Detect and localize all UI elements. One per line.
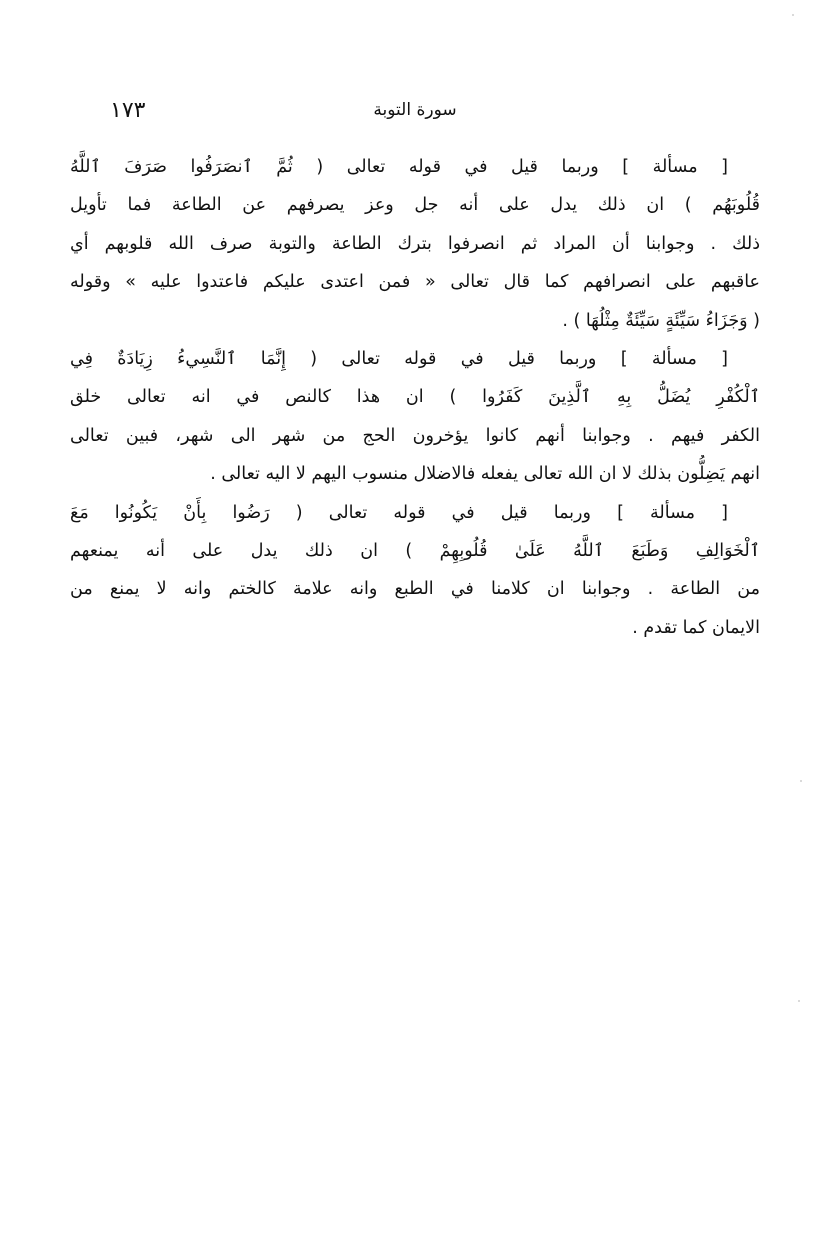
scan-speck — [792, 14, 794, 16]
text-line-1: [ مسألة ] وربما قيل في قوله تعالى ( ثُمَّ ٱنصَرَفُوا صَرَفَ ٱللَّهُ — [70, 157, 728, 177]
page-header — [70, 98, 760, 130]
text-line-7: ٱلْكُفْرِ يُضَلُّ بِهِ ٱلَّذِينَ كَفَرُوا ) ان هذا كالنص في انه تعالى خلق — [70, 387, 760, 408]
running-title: سورة التوبة — [373, 100, 457, 120]
text-line-13: الايمان كما تقدم . — [632, 617, 760, 638]
text-line-5: ( وَجَزَاءُ سَيِّئَةٍ سَيِّئَةٌ مِثْلُهَا ) . — [562, 310, 760, 331]
text-line-10: [ مسألة ] وربما قيل في قوله تعالى ( رَضُوا بِأَنْ يَكُونُوا مَعَ — [70, 502, 728, 523]
text-line-11: ٱلْخَوَالِفِ وَطَبَعَ ٱللَّهُ عَلَىٰ قُلُوبِهِمْ ) ان ذلك يدل على أنه يمنعهم — [70, 540, 760, 561]
scan-speck — [798, 1000, 800, 1002]
text-line-12: من الطاعة . وجوابنا ان كلامنا في الطبع وانه علامة كالختم وانه لا يمنع من — [70, 579, 760, 600]
text-line-6: [ مسألة ] وربما قيل في قوله تعالى ( إِنَّمَا ٱلنَّسِيءُ زِيَادَةٌ فِي — [70, 348, 728, 369]
text-line-4: عاقبهم على انصرافهم كما قال تعالى « فمن اعتدى عليكم فاعتدوا عليه » وقوله — [70, 272, 760, 293]
text-line-9: انهم يَضِلُّون بذلك لا ان الله تعالى يفعله فالاضلال منسوب اليهم لا اليه تعالى . — [210, 464, 760, 485]
page-number: ١٧٣ — [110, 98, 146, 123]
text-line-8: الكفر فيهم . وجوابنا أنهم كانوا يؤخرون الحج من شهر الى شهر، فبين تعالى — [70, 425, 760, 446]
text-line-2: قُلُوبَهُم ) ان ذلك يدل على أنه جل وعز يصرفهم عن الطاعة فما تأويل — [70, 195, 760, 216]
text-line-3: ذلك . وجوابنا أن المراد ثم انصرفوا بترك الطاعة والتوبة صرف الله قلوبهم أي — [70, 233, 760, 254]
scan-speck — [800, 780, 802, 782]
body-text — [70, 148, 760, 647]
